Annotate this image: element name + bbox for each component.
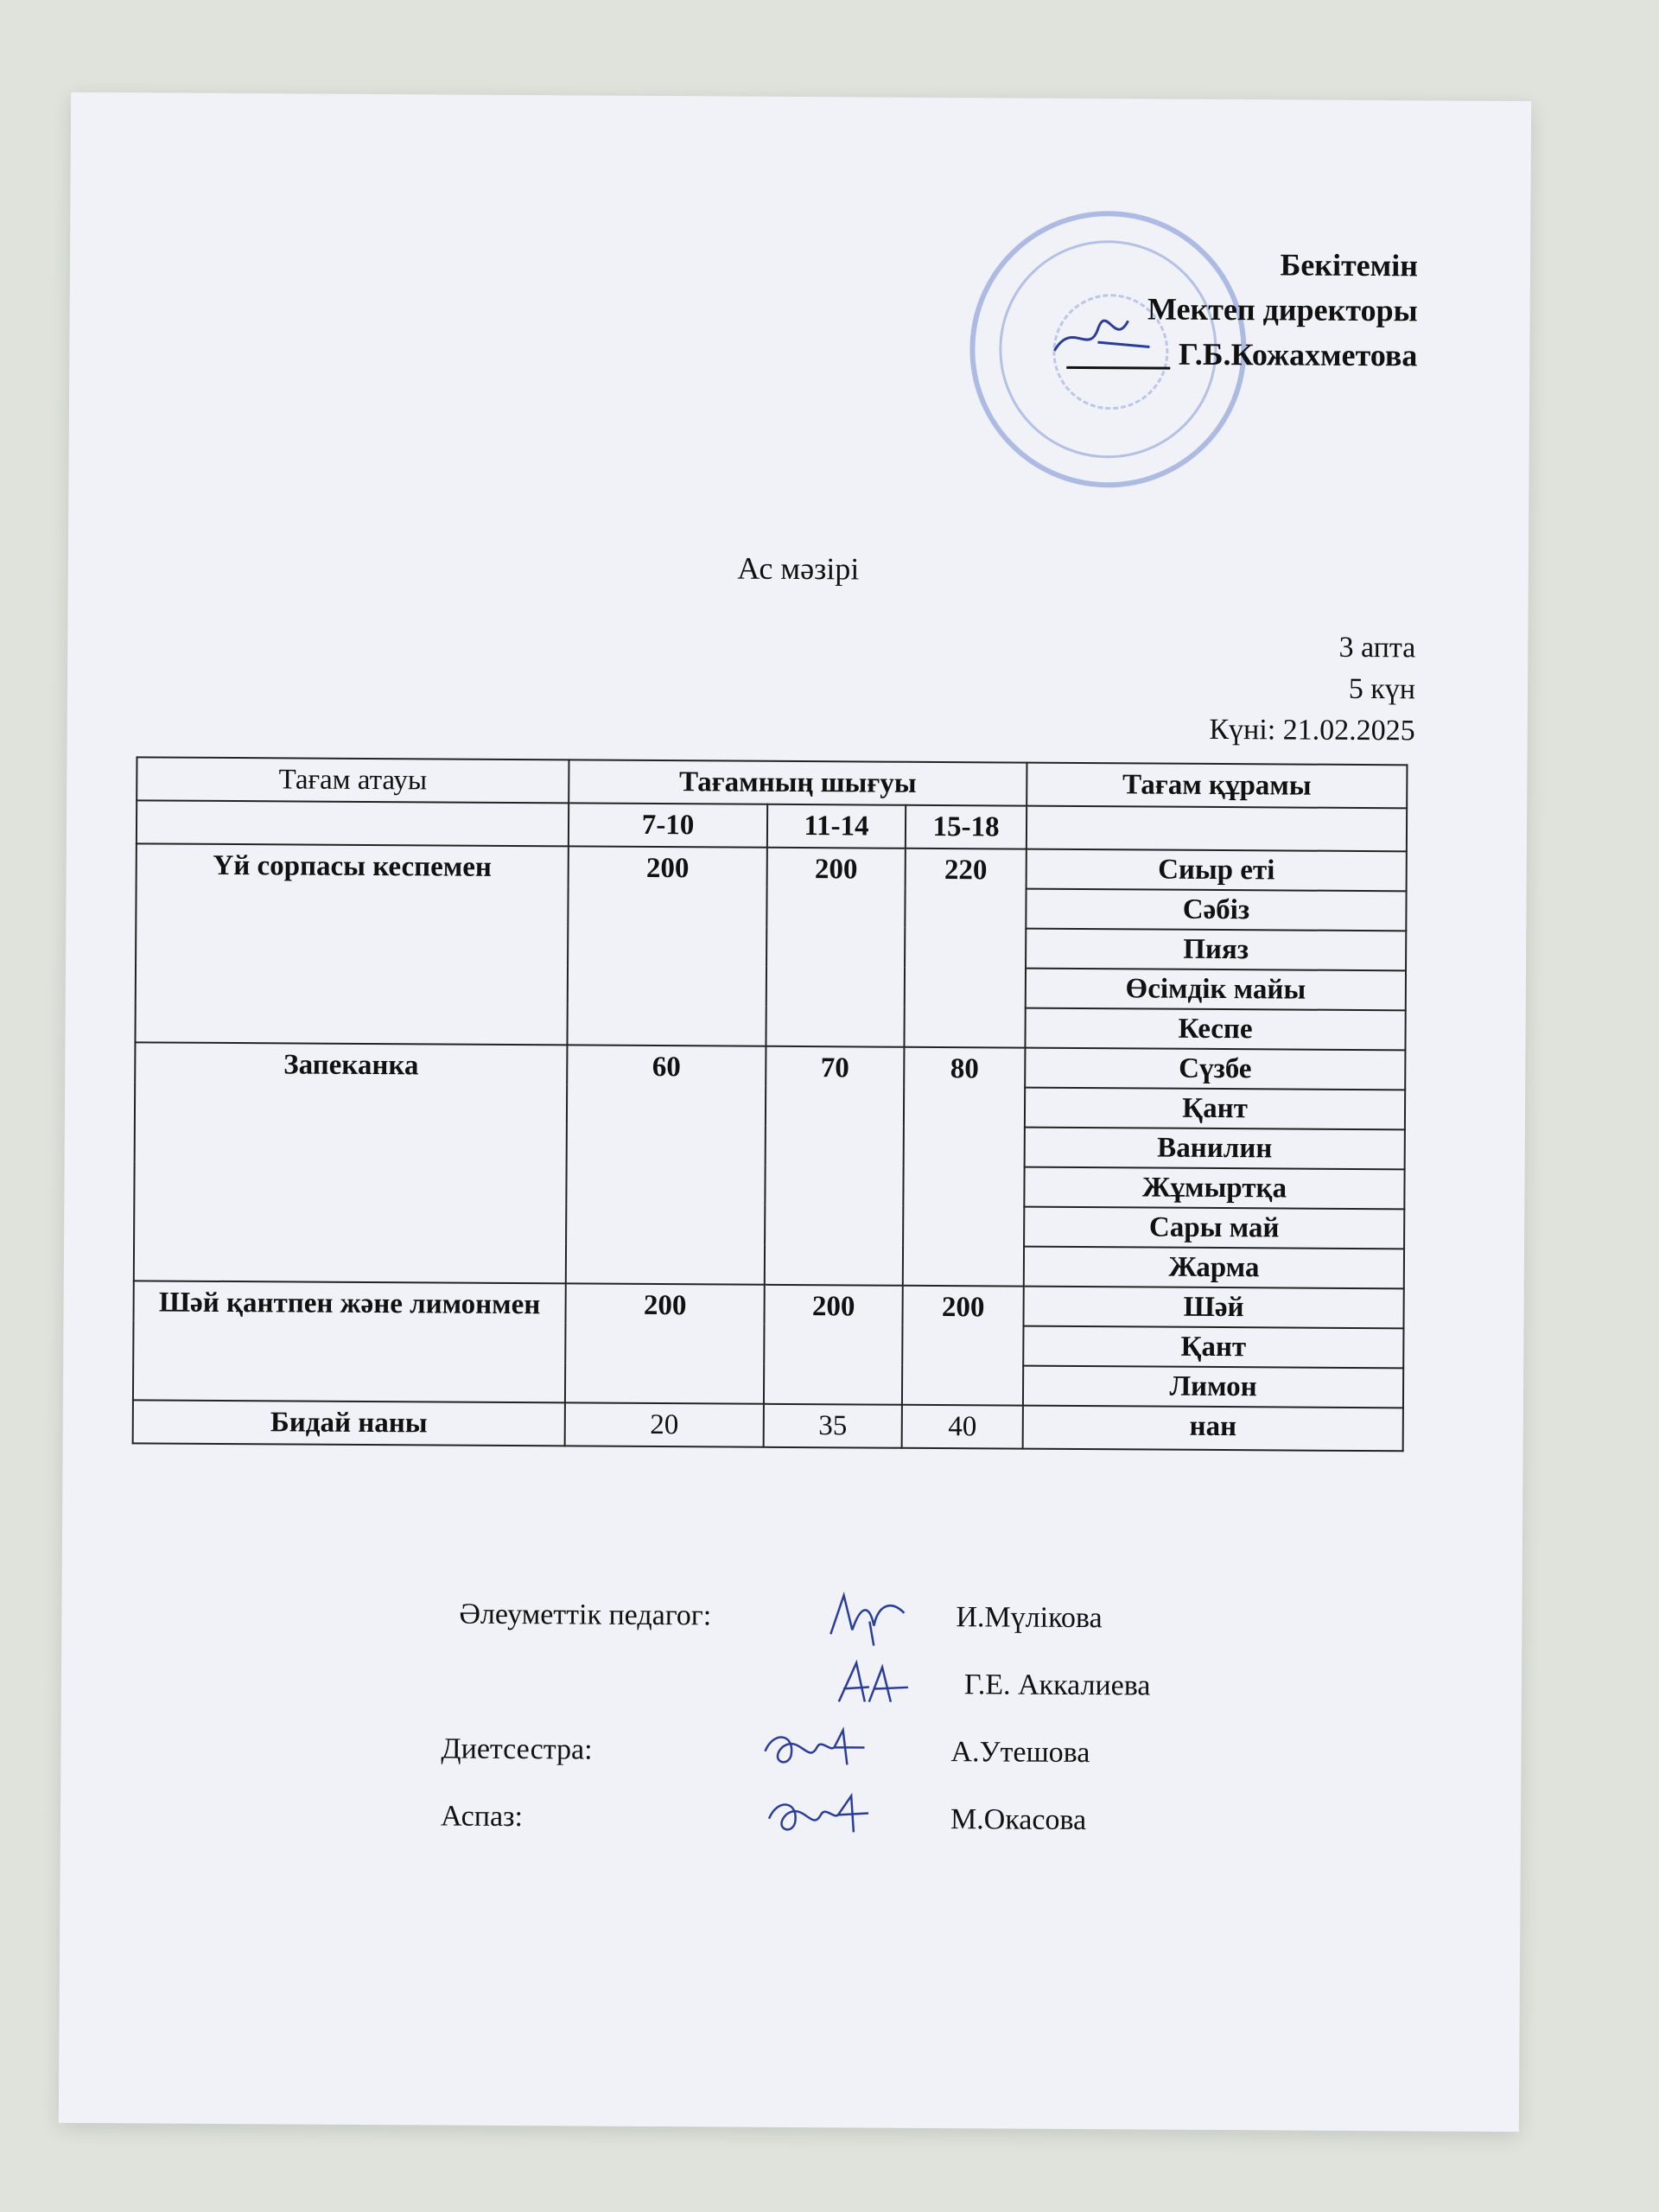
table-header-row [137,757,1407,808]
week-label: 3 апта [1338,631,1416,664]
menu-meta [1209,626,1415,752]
dish-yield-7-10: 200 [565,1283,765,1403]
ingredient: Кеспе [1025,1008,1405,1051]
approval-block [1066,241,1418,378]
director-signature-icon [1046,312,1166,365]
table-row [133,1400,1403,1451]
menu-table [132,756,1408,1452]
ingredient: Шәй [1024,1287,1404,1329]
dish-yield-7-10: 60 [566,1045,766,1284]
page-title: Ас мәзірі [737,550,860,587]
table-row [135,1042,1405,1090]
header-age-7-10: 7-10 [569,803,767,847]
header-composition: Тағам құрамы [1027,763,1407,809]
dish-yield-11-14: 200 [764,1285,903,1405]
handwritten-signature-icon [822,1586,917,1648]
table-row [134,1281,1404,1328]
header-yield: Тағамның шығуы [569,760,1027,805]
dietitian-role: Диетсестра: [441,1732,593,1766]
signatures-block [440,1581,1151,1851]
ingredient: Қант [1023,1326,1403,1369]
ingredient: Жұмыртқа [1024,1167,1404,1210]
ingredient: Сиыр еті [1027,849,1407,892]
social-pedagog-name-2: Г.Е. Аккалиева [963,1669,1151,1702]
approval-heading: Бекітемін [1280,247,1419,283]
dish-yield-7-10: 20 [565,1402,764,1446]
dish-yield-7-10: 200 [567,846,766,1046]
cook-name: М.Окасова [950,1803,1087,1837]
ingredient: Өсімдік майы [1026,969,1406,1011]
ingredient: Жарма [1024,1247,1404,1289]
header-age-15-18: 15-18 [906,805,1027,849]
dish-name: Запеканка [134,1042,568,1283]
table-age-row [137,800,1407,851]
dish-yield-11-14: 200 [766,848,905,1047]
dish-yield-11-14: 35 [764,1404,902,1448]
ingredient: Сары май [1024,1207,1404,1249]
handwritten-signature-icon [830,1654,917,1715]
approval-position: Мектеп директоры [1147,291,1418,328]
ingredient: Пияз [1026,929,1406,971]
ingredient: Сүзбе [1025,1048,1405,1090]
social-pedagog-role: Әлеуметтік педагог: [459,1598,712,1632]
handwritten-signature-icon [756,1721,877,1774]
dietitian-name: А.Утешова [950,1736,1090,1770]
dish-yield-15-18: 40 [902,1405,1023,1449]
header-dish-name: Тағам атауы [137,757,569,803]
header-age-11-14: 11-14 [767,804,906,849]
date-label: Күні: 21.02.2025 [1209,713,1415,747]
ingredient: Сәбіз [1026,889,1406,931]
dish-name: Бидай наны [133,1400,565,1446]
approval-signature-line [1066,331,1418,378]
social-pedagog-name-1: И.Мүлікова [956,1601,1103,1635]
day-label: 5 күн [1348,672,1416,706]
dish-yield-15-18: 80 [903,1047,1026,1287]
table-row [137,843,1407,891]
ingredient: Ванилин [1025,1128,1405,1170]
dish-name: Үй сорпасы кеспемен [135,843,568,1045]
dish-name: Шәй қантпен және лимонмен [133,1281,566,1402]
director-name: Г.Б.Кожахметова [1178,336,1418,373]
dish-yield-11-14: 70 [765,1046,905,1286]
dish-yield-15-18: 220 [904,849,1026,1048]
ingredient: Лимон [1023,1366,1403,1408]
dish-yield-15-18: 200 [902,1286,1024,1406]
ingredient: Қант [1025,1088,1405,1130]
handwritten-signature-icon [760,1789,881,1841]
ingredient: нан [1023,1406,1403,1452]
cook-role: Аспаз: [440,1800,524,1834]
document-page [59,92,1531,2132]
